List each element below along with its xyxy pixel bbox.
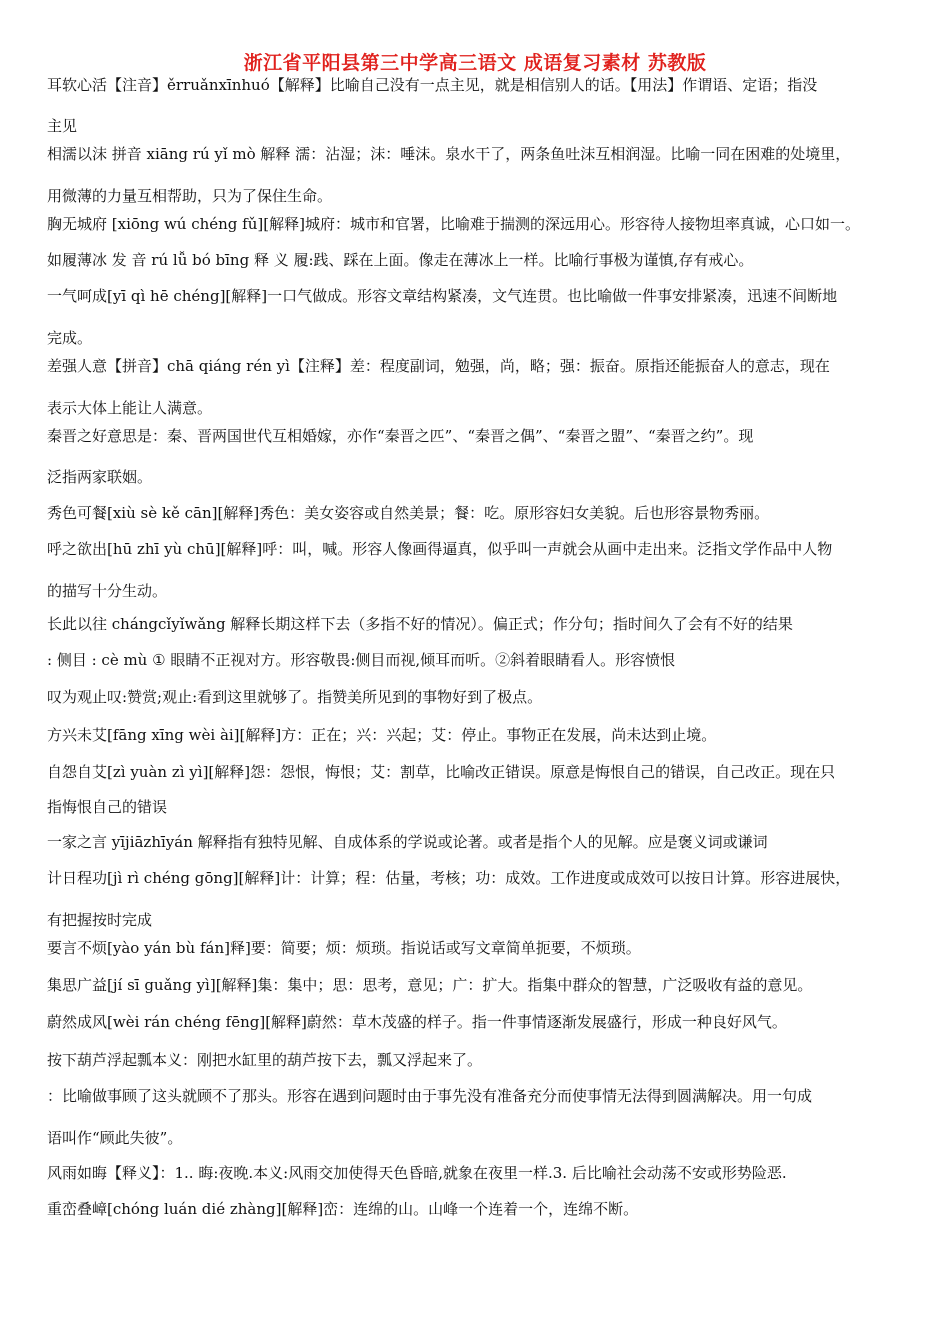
text-line: 秀色可餐[xiù sè kě cān][解释]秀色：美女姿容或自然美景；餐：吃。原形容妇女美貌。后也形容景物秀丽。 — [47, 504, 770, 522]
text-line: 差强人意【拼音】chā qiáng rén yì【注释】差：程度副词，勉强，尚，略；强：振奋。原指还能振奋人的意志，现在 — [47, 357, 830, 375]
text-line: 如履薄冰 发 音 rú lǚ bó bīng 释 义 履:践、踩在上面。像走在薄冰上一样。比喻行事极为谨慎,存有戒心。 — [47, 251, 754, 269]
text-line: 要言不烦[yào yán bù fán]释]要：简要；烦：烦琐。指说话或写文章简单扼要，不烦琐。 — [47, 939, 641, 957]
text-line: 主见 — [47, 117, 78, 135]
text-line: 按下葫芦浮起瓢本义：刚把水缸里的葫芦按下去，瓢又浮起来了。 — [47, 1051, 483, 1069]
text-line: 胸无城府 [xiōng wú chéng fǔ][解释]城府：城市和官署，比喻难于揣测的深远用心。形容待人接物坦率真诚，心口如一。 — [47, 215, 860, 233]
document-title: 浙江省平阳县第三中学高三语文 成语复习素材 苏教版 — [243, 52, 707, 74]
text-line: 一气呵成[yī qì hē chéng][解释]一口气做成。形容文章结构紧凑，文气连贯。也比喻做一件事安排紧凑，迅速不间断地 — [47, 287, 838, 305]
text-line: ：比喻做事顾了这头就顾不了那头。形容在遇到问题时由于事先没有准备充分而使事情无法得到圆满解决。用一句成 — [47, 1087, 813, 1105]
document-body — [47, 74, 917, 1220]
text-line: 指悔恨自己的错误 — [47, 798, 168, 816]
text-line: 重峦叠嶂[chóng luán dié zhàng][解释]峦：连绵的山。山峰一个连着一个，连绵不断。 — [47, 1200, 639, 1218]
text-line: 蔚然成风[wèi rán chéng fēng][解释]蔚然：草木茂盛的样子。指一件事情逐渐发展盛行，形成一种良好风气。 — [47, 1013, 787, 1031]
text-line: 泛指两家联姻。 — [47, 468, 153, 486]
text-line: : 侧目 : cè mù ① 眼睛不正视对方。形容敬畏:侧目而视,倾耳而听。②斜着眼睛看人。形容愤恨 — [47, 651, 676, 669]
text-line: 叹为观止叹:赞赏;观止:看到这里就够了。指赞美所见到的事物好到了极点。 — [47, 688, 543, 706]
text-line: 完成。 — [47, 329, 93, 347]
text-line: 相濡以沫 拼音 xiāng rú yǐ mò 解释 濡：沾湿；沫：唾沫。泉水干了，两条鱼吐沫互相润湿。比喻一同在困难的处境里， — [47, 145, 851, 163]
text-line: 一家之言 yījiāzhīyán 解释指有独特见解、自成体系的学说或论著。或者是指个人的见解。应是褒义词或谦词 — [47, 833, 768, 851]
text-line: 耳软心活【注音】ěrruǎnxīnhuó【解释】比喻自己没有一点主见，就是相信别人的话。【用法】作谓语、定语；指没 — [47, 76, 818, 94]
text-line: 用微薄的力量互相帮助，只为了保住生命。 — [47, 187, 333, 205]
text-line: 方兴未艾[fāng xīng wèi ài][解释]方：正在；兴：兴起；艾：停止。事物正在发展，尚未达到止境。 — [47, 726, 717, 744]
text-line: 语叫作“顾此失彼”。 — [47, 1129, 183, 1147]
text-line: 集思广益[jí sī guǎng yì][解释]集：集中；思：思考，意见；广：扩大。指集中群众的智慧，广泛吸收有益的意见。 — [47, 976, 813, 994]
text-line: 计日程功[jì rì chéng gōng][解释]计：计算；程：估量，考核；功：成效。工作进度或成效可以按日计算。形容进展快， — [47, 869, 851, 887]
text-line: 有把握按时完成 — [47, 911, 153, 929]
text-line: 风雨如晦【释义】：1.. 晦:夜晚.本义:风雨交加使得天色昏暗,就象在夜里一样.3. 后比喻社会动荡不安或形势险恶. — [47, 1164, 787, 1182]
text-line: 表示大体上能让人满意。 — [47, 399, 213, 417]
text-line: 秦晋之好意思是：秦、晋两国世代互相婚嫁，亦作“秦晋之匹”、“秦晋之偶”、“秦晋之盟”、“秦晋之约”。现 — [47, 427, 754, 445]
text-line: 呼之欲出[hū zhī yù chū][解释]呼：叫，喊。形容人像画得逼真，似乎叫一声就会从画中走出来。泛指文学作品中人物 — [47, 540, 833, 558]
text-line: 长此以往 chángcǐyǐwǎng 解释长期这样下去（多指不好的情况）。偏正式；作分句；指时间久了会有不好的结果 — [47, 615, 793, 633]
text-line: 自怨自艾[zì yuàn zì yì][解释]怨：怨恨，悔恨；艾：割草，比喻改正错误。原意是悔恨自己的错误，自己改正。现在只 — [47, 763, 836, 781]
text-line: 的描写十分生动。 — [47, 582, 168, 600]
